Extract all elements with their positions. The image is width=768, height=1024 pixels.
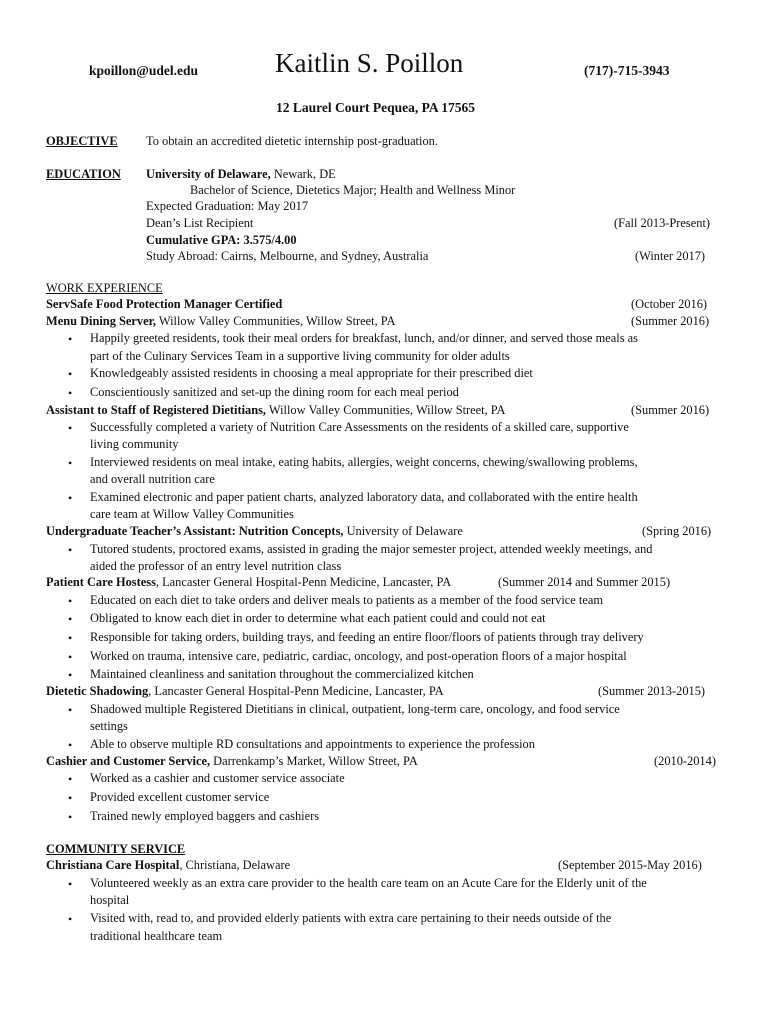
job-title-line	[46, 403, 506, 418]
job-date: (Summer 2014 and Summer 2015)	[498, 575, 671, 589]
job-title: Assistant to Staff of Registered Dietitians,	[46, 403, 267, 417]
bullet-icon: •	[68, 791, 73, 805]
bullet-text: traditional healthcare team	[90, 929, 223, 943]
bullet-icon: •	[68, 668, 73, 682]
bullet-text: Knowledgeably assisted residents in choosing a meal appropriate for their prescribed diet	[90, 366, 533, 380]
bullet-icon: •	[68, 631, 73, 645]
job-date: (Summer 2016)	[631, 403, 710, 417]
bullet-text: Happily greeted residents, took their meal orders for breakfast, lunch, and/or dinner, and served those meals as	[90, 331, 638, 345]
bullet-text: Able to observe multiple RD consultations and appointments to experience the profession	[90, 737, 535, 751]
bullet-icon: •	[68, 367, 73, 381]
job-org: Darrenkamp’s Market, Willow Street, PA	[210, 754, 418, 768]
bullet-text: care team at Willow Valley Communities	[90, 507, 294, 521]
phone: (717)-715-3943	[584, 63, 670, 78]
school-name: University of Delaware,	[146, 167, 271, 181]
bullet-text: settings	[90, 719, 128, 733]
bullet-icon: •	[68, 594, 73, 608]
bullet-text: part of the Culinary Services Team in a supportive living community for older adults	[90, 349, 510, 363]
job-title-line	[46, 684, 444, 699]
job-title: Cashier and Customer Service,	[46, 754, 211, 768]
education-heading: EDUCATION	[46, 167, 121, 181]
bullet-text: Visited with, read to, and provided elderly patients with extra care pertaining to their needs outside of the	[90, 911, 612, 925]
job-date: (Summer 2013-2015)	[598, 684, 706, 698]
job-org: , Lancaster General Hospital-Penn Medicine, Lancaster, PA	[148, 684, 444, 698]
community-heading: COMMUNITY SERVICE	[46, 842, 186, 856]
bullet-icon: •	[68, 421, 73, 435]
bullet-text: hospital	[90, 893, 130, 907]
bullet-icon: •	[68, 703, 73, 717]
bullet-text: Examined electronic and paper patient charts, analyzed laboratory data, and collaborated with the entire health	[90, 490, 638, 504]
job-title-line	[46, 524, 463, 539]
job-title: Patient Care Hostess	[46, 575, 156, 589]
job-date: (Summer 2016)	[631, 314, 710, 328]
bullet-icon: •	[68, 912, 73, 926]
job-title: Undergraduate Teacher’s Assistant: Nutrition Concepts,	[46, 524, 344, 538]
bullet-text: Responsible for taking orders, building trays, and feeding an entire floor/floors of patients through tray delivery	[90, 630, 644, 644]
job-title: Dietetic Shadowing	[46, 684, 149, 698]
job-title-line	[46, 575, 451, 590]
bullet-icon: •	[68, 877, 73, 891]
bullet-text: and overall nutrition care	[90, 472, 215, 486]
job-title: Menu Dining Server,	[46, 314, 157, 328]
bullet-text: Interviewed residents on meal intake, eating habits, allergies, weight concerns, chewing/swallowing problems,	[90, 455, 638, 469]
bullet-text: Worked on trauma, intensive care, pediatric, cardiac, oncology, and post-operation floors of a major hospital	[90, 649, 627, 663]
community-org: , Christiana, Delaware	[179, 858, 291, 872]
servsafe-date: (October 2016)	[631, 297, 708, 311]
bullet-icon: •	[68, 543, 73, 557]
bullet-text: Successfully completed a variety of Nutrition Care Assessments on the residents of a skilled care, supportive	[90, 420, 629, 434]
bullet-text: Tutored students, proctored exams, assisted in grading the major semester project, attended weekly meetings, and	[90, 542, 653, 556]
email: kpoillon@udel.edu	[89, 63, 198, 78]
deans-list-date: (Fall 2013-Present)	[614, 216, 711, 230]
bullet-icon: •	[68, 332, 73, 346]
bullet-icon: •	[68, 491, 73, 505]
bullet-icon: •	[68, 386, 73, 400]
bullet-text: aided the professor of an entry level nutrition class	[90, 559, 342, 573]
servsafe-title: ServSafe Food Protection Manager Certified	[46, 297, 283, 311]
bullet-text: Educated on each diet to take orders and deliver meals to patients as a member of the food service team	[90, 593, 603, 607]
community-title: Christiana Care Hospital	[46, 858, 180, 872]
gpa: Cumulative GPA: 3.575/4.00	[146, 233, 297, 247]
bullet-text: Volunteered weekly as an extra care provider to the health care team on an Acute Care for the Elderly unit of the	[90, 876, 647, 890]
study-abroad-date: (Winter 2017)	[635, 249, 706, 263]
candidate-name: Kaitlin S. Poillon	[275, 48, 464, 78]
study-abroad: Study Abroad: Cairns, Melbourne, and Sydney, Australia	[146, 249, 429, 263]
job-date: (2010-2014)	[654, 754, 716, 768]
bullet-text: Trained newly employed baggers and cashiers	[90, 809, 320, 823]
objective-heading: OBJECTIVE	[46, 134, 118, 148]
job-title-line	[46, 314, 396, 329]
bullet-icon: •	[68, 772, 73, 786]
bullet-icon: •	[68, 738, 73, 752]
job-org: University of Delaware	[343, 524, 463, 538]
school-location: Newark, DE	[270, 167, 336, 181]
community-date: (September 2015-May 2016)	[558, 858, 702, 872]
community-title-line	[46, 858, 290, 873]
bullet-icon: •	[68, 810, 73, 824]
work-heading: WORK EXPERIENCE	[46, 281, 163, 295]
bullet-text: Worked as a cashier and customer service associate	[90, 771, 345, 785]
job-org: Willow Valley Communities, Willow Street, PA	[266, 403, 506, 417]
deans-list: Dean’s List Recipient	[146, 216, 254, 230]
bullet-text: Conscientiously sanitized and set-up the dining room for each meal period	[90, 385, 459, 399]
bullet-text: Maintained cleanliness and sanitation throughout the commercialized kitchen	[90, 667, 474, 681]
education-school-line	[146, 167, 336, 182]
bullet-text: living community	[90, 437, 179, 451]
bullet-text: Provided excellent customer service	[90, 790, 270, 804]
job-org: Willow Valley Communities, Willow Street, PA	[156, 314, 396, 328]
graduation: Expected Graduation: May 2017	[146, 199, 309, 213]
job-date: (Spring 2016)	[642, 524, 712, 538]
bullet-icon: •	[68, 612, 73, 626]
bullet-icon: •	[68, 456, 73, 470]
objective-text: To obtain an accredited dietetic internship post-graduation.	[146, 134, 438, 148]
bullet-icon: •	[68, 650, 73, 664]
bullet-text: Shadowed multiple Registered Dietitians in clinical, outpatient, long-term care, oncology, and food service	[90, 702, 620, 716]
job-org: , Lancaster General Hospital-Penn Medicine, Lancaster, PA	[155, 575, 452, 589]
bullet-text: Obligated to know each diet in order to determine what each patient could and could not eat	[90, 611, 546, 625]
job-title-line	[46, 754, 418, 769]
degree: Bachelor of Science, Dietetics Major; Health and Wellness Minor	[190, 183, 516, 197]
address: 12 Laurel Court Pequea, PA 17565	[276, 100, 475, 115]
